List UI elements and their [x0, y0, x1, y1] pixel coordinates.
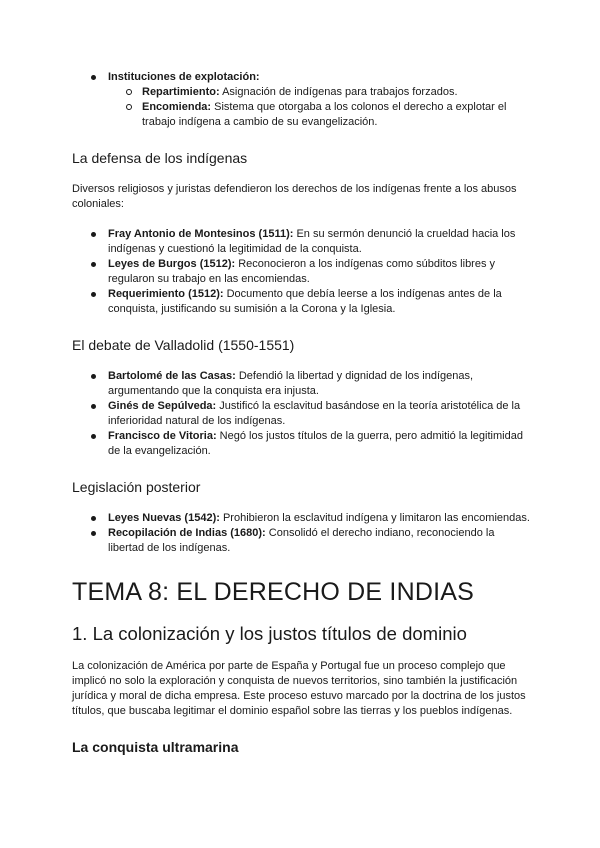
description: En su sermón denunció la crueldad hacia los indígenas y cuestionó la legitimidad de la conquista. [108, 228, 516, 255]
term: Requerimiento (1512): [108, 288, 224, 300]
term: Fray Antonio de Montesinos (1511): [108, 228, 294, 240]
conquista-heading: La conquista ultramarina [72, 739, 239, 755]
term: Bartolomé de las Casas: [108, 370, 236, 382]
list-item [90, 287, 530, 317]
list-item [126, 85, 530, 100]
document-content [72, 70, 530, 756]
list-item [90, 70, 530, 130]
list-item [90, 399, 530, 429]
legislacion-list [90, 511, 530, 556]
defensa-intro: Diversos religiosos y juristas defendieron los derechos de los indígenas frente a los abusos coloniales: [72, 183, 517, 210]
defensa-list [90, 227, 530, 317]
list-item [90, 526, 530, 556]
term: Encomienda: [142, 101, 212, 113]
description: Reconocieron a los indígenas como súbditos libres y regularon su trabajo en las encomiendas. [108, 258, 496, 285]
description: Negó los justos títulos de la guerra, pero admitió la legitimidad de la evangelización. [108, 430, 523, 457]
colonizacion-heading: 1. La colonización y los justos títulos de dominio [72, 623, 467, 644]
list-item [90, 511, 530, 526]
term: Recopilación de Indias (1680): [108, 527, 266, 539]
colonizacion-paragraph: La colonización de América por parte de España y Portugal fue un proceso complejo que implicó no solo la exploración y conquista de nuevos territorios, sino también la justificación jurídica y moral de dicha empresa. Este proceso estuvo marcado por la doctrina de los justos títulos, que buscaba legitimar el dominio español sobre las tierras y los pueblos indígenas. [72, 660, 526, 717]
tema-title: TEMA 8: EL DERECHO DE INDIAS [72, 578, 474, 606]
term: Leyes de Burgos (1512): [108, 258, 236, 270]
description: Defendió la libertad y dignidad de los indígenas, argumentando que la conquista era injusta. [108, 370, 474, 397]
debate-list [90, 369, 530, 459]
term: Repartimiento: [142, 86, 220, 98]
instituciones-sublist [126, 85, 530, 130]
description: Sistema que otorgaba a los colonos el derecho a explotar el trabajo indígena a cambio de su evangelización. [142, 101, 507, 128]
term: Leyes Nuevas (1542): [108, 512, 220, 524]
list-item [90, 227, 530, 257]
instituciones-list [90, 70, 530, 130]
list-item [90, 369, 530, 399]
legislacion-heading: Legislación posterior [72, 479, 201, 495]
list-item [90, 257, 530, 287]
term: Francisco de Vitoria: [108, 430, 217, 442]
description: Justificó la esclavitud basándose en la teoría aristotélica de la inferioridad natural de los indígenas. [108, 400, 521, 427]
list-item [90, 429, 530, 459]
description: Documento que debía leerse a los indígenas antes de la conquista, justificando su sumisión a la Corona y la Iglesia. [108, 288, 502, 315]
debate-heading: El debate de Valladolid (1550-1551) [72, 337, 295, 353]
defensa-heading: La defensa de los indígenas [72, 150, 248, 166]
description: Prohibieron la esclavitud indígena y limitaron las encomiendas. [219, 512, 530, 524]
instituciones-label: Instituciones de explotación: [108, 71, 260, 83]
list-item [126, 100, 530, 130]
description: Consolidó el derecho indiano, reconociendo la libertad de los indígenas. [108, 527, 495, 554]
description: Asignación de indígenas para trabajos forzados. [219, 86, 458, 98]
term: Ginés de Sepúlveda: [108, 400, 217, 412]
